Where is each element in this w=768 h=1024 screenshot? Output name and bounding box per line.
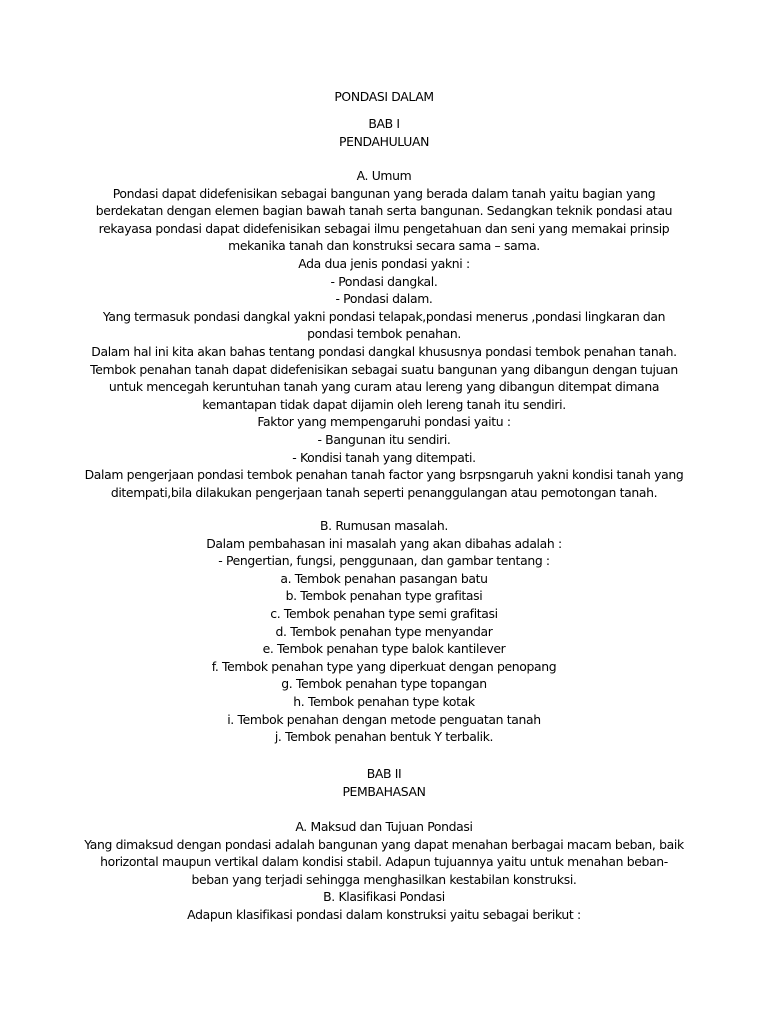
section-a-heading: A. Umum	[356, 168, 412, 183]
list-item: e. Tembok penahan type balok kantilever	[262, 641, 506, 657]
bab1-section-b	[84, 517, 684, 746]
paragraph-line: kemantapan tidak dapat dijamin oleh lereng tanah itu sendiri.	[202, 396, 566, 412]
bab2-subheading: PEMBAHASAN	[342, 783, 426, 799]
paragraph-line: beban yang terjadi sehingga menghasilkan kestabilan konstruksi.	[191, 871, 577, 887]
list-item: f. Tembok penahan type yang diperkuat dengan penopang	[211, 658, 557, 674]
paragraph-line: ditempati,bila dilakukan pengerjaan tanah seperti penanggulangan atau pemotongan tanah.	[110, 484, 658, 500]
paragraph-line: untuk mencegah keruntuhan tanah yang curam atau lereng yang dibangun ditempat dimana	[108, 379, 660, 395]
bab2-header	[84, 765, 684, 800]
paragraph-line: Adapun klasifikasi pondasi dalam konstruksi yaitu sebagai berikut :	[187, 906, 581, 922]
list-item: - Kondisi tanah yang ditempati.	[292, 449, 476, 465]
bab1-heading: BAB I	[368, 116, 400, 131]
paragraph-line: mekanika tanah dan konstruksi secara sama – sama.	[228, 238, 540, 254]
list-item: c. Tembok penahan type semi grafitasi	[270, 605, 498, 621]
document-title-block	[84, 88, 684, 106]
list-item: a. Tembok penahan pasangan batu	[280, 570, 488, 586]
list-item: h. Tembok penahan type kotak	[293, 693, 475, 709]
list-item: - Bangunan itu sendiri.	[317, 431, 451, 447]
list-item: - Pondasi dalam.	[335, 291, 433, 307]
bab1-subheading: PENDAHULUAN	[338, 133, 429, 149]
paragraph-line: Dalam hal ini kita akan bahas tentang pondasi dangkal khususnya pondasi tembok penahan tanah.	[91, 343, 677, 359]
paragraph-line: Yang dimaksud dengan pondasi adalah bangunan yang dapat menahan berbagai macam beban, baik	[84, 836, 684, 852]
paragraph-line: Tembok penahan tanah dapat didefenisikan sebagai suatu bangunan yang dibangun dengan tujuan	[90, 361, 678, 377]
list-item: j. Tembok penahan bentuk Y terbalik.	[274, 729, 494, 745]
paragraph-line: Dalam pembahasan ini masalah yang akan dibahas adalah :	[206, 535, 562, 551]
bab2-heading: BAB II	[366, 766, 402, 781]
paragraph-line: Dalam pengerjaan pondasi tembok penahan tanah factor yang bsrpsngaruh yakni kondisi tanah yang	[84, 467, 684, 483]
list-item: i. Tembok penahan dengan metode penguatan tanah	[227, 711, 541, 727]
paragraph-line: berdekatan dengan elemen bagian bawah tanah serta bangunan. Sedangkan teknik pondasi atau	[95, 203, 673, 219]
paragraph-line: Pondasi dapat didefenisikan sebagai bangunan yang berada dalam tanah yaitu bagian yang	[112, 185, 656, 201]
list-item: d. Tembok penahan type menyandar	[275, 623, 493, 639]
bab2-section-a	[84, 818, 684, 924]
paragraph-line: Ada dua jenis pondasi yakni :	[298, 255, 470, 271]
section-b-heading: B. Rumusan masalah.	[320, 518, 448, 533]
paragraph-line: rekayasa pondasi dapat didefenisikan sebagai ilmu pengetahuan dan seni yang memakai prinsip	[98, 220, 670, 236]
paragraph-line: Faktor yang mempengaruhi pondasi yaitu :	[257, 414, 511, 430]
paragraph-line: horizontal maupun vertikal dalam kondisi stabil. Adapun tujuannya yaitu untuk menahan beban-	[100, 854, 668, 870]
list-item: b. Tembok penahan type grafitasi	[285, 588, 483, 604]
paragraph-line: Yang termasuk pondasi dangkal yakni pondasi telapak,pondasi menerus ,pondasi lingkaran dan	[102, 308, 666, 324]
list-item: g. Tembok penahan type topangan	[281, 676, 487, 692]
paragraph-line: pondasi tembok penahan.	[307, 326, 461, 342]
section-a-heading: A. Maksud dan Tujuan Pondasi	[295, 819, 473, 834]
section-b-heading: B. Klasifikasi Pondasi	[323, 889, 445, 905]
document-title: PONDASI DALAM	[334, 89, 434, 104]
bab1-section-a	[84, 167, 684, 501]
paragraph-line: - Pengertian, fungsi, penggunaan, dan gambar tentang :	[218, 553, 550, 569]
bab1-header	[84, 115, 684, 150]
list-item: - Pondasi dangkal.	[330, 273, 438, 289]
